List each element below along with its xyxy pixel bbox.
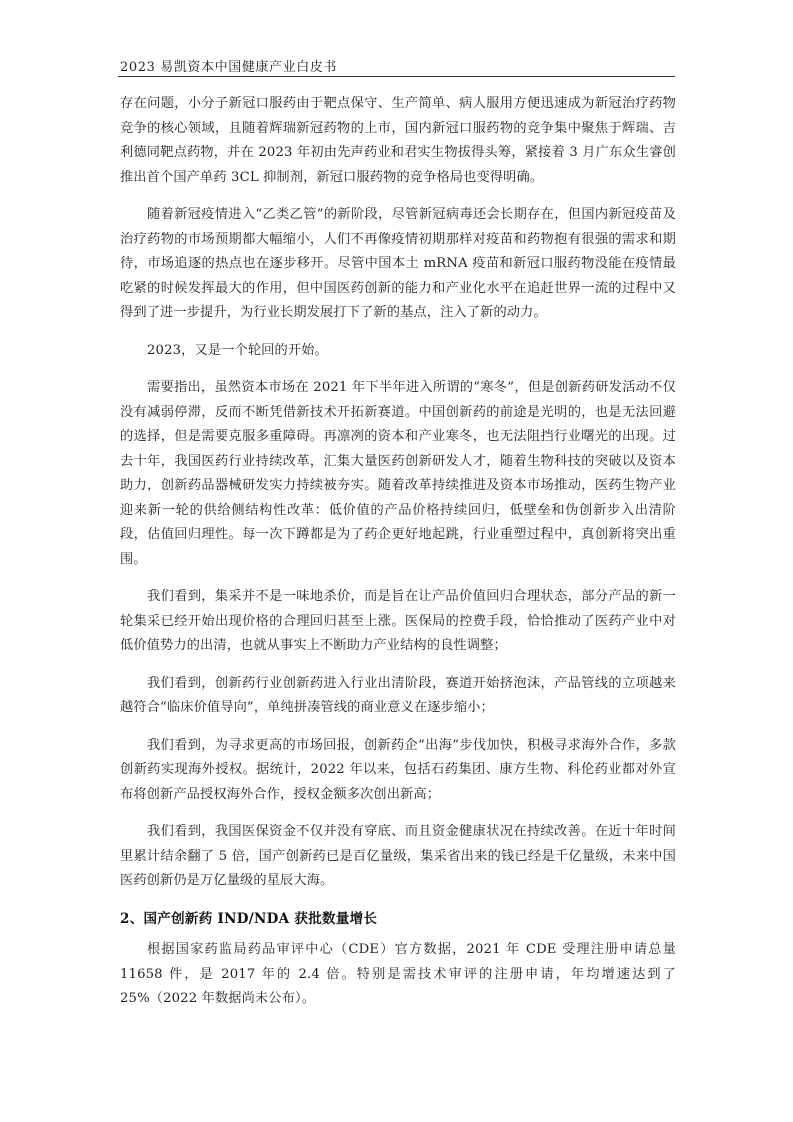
paragraph-observation-insurance: 我们看到，我国医保资金不仅并没有穿底、而且资金健康状况在持续改善。在近十年时间里累计结余翻了 5 倍，国产创新药已是百亿量级，集采省出来的钱已经是千亿量级，未来中国医药创新仍是万亿量级的星辰大海。 <box>120 824 676 888</box>
paragraph-new-cycle: 2023，又是一个轮回的开始。 <box>147 342 328 358</box>
paragraph-cde-data: 根据国家药监局药品审评中心（CDE）官方数据，2021 年 CDE 受理注册申请总量 11658 件，是 2017 年的 2.4 倍。特别是需技术审评的注册申请，年均增速达到了 25%（2022 年数据尚未公布）。 <box>120 942 676 1006</box>
paragraph-observation-procurement: 我们看到，集采并不是一味地杀价，而是旨在让产品价值回归合理状态，部分产品的新一轮集采已经开始出现价格的合理回归甚至上涨。医保局的控费手段，恰恰推动了医药产业中对低价值势力的出清，也就从事实上不断助力产业结构的良性调整； <box>120 589 676 653</box>
page-header <box>118 56 675 77</box>
paragraph-observation-overseas: 我们看到，为寻求更高的市场回报，创新药企“出海”步伐加快，积极寻求海外合作，多款创新药实现海外授权。据统计，2022 年以来，包括石药集团、康方生物、科伦药业都对外宣布将创新产品授权海外合作，授权金额多次创出新高； <box>120 737 676 802</box>
main-text <box>120 92 676 907</box>
paragraph-observation-innovation: 我们看到，创新药行业创新药进入行业出清阶段，赛道开始挤泡沫，产品管线的立项越来越符合“临床价值导向”，单纯拼凑管线的商业意义在逐步缩小； <box>120 675 676 715</box>
paragraph-capital-winter: 需要指出，虽然资本市场在 2021 年下半年进入所谓的“寒冬”，但是创新药研发活动不仅没有减弱停滞，反而不断凭借新技术开拓新赛道。中国创新药的前途是光明的，也是无法回避的选择，但是需要克服多重障碍。再凛冽的资本和产业寒冬，也无法阻挡行业曙光的出现。过去十年，我国医药行业持续改革，汇集大量医药创新研发人才，随着生物科技的突破以及资本助力，创新药品器械研发实力持续被夯实。随着改革持续推进及资本市场推动，医药生物产业迎来新一轮的供给侧结构性改革：低价值的产品价格持续回归，低壁垒和伪创新步入出清阶段，估值回归理性。每一次下蹲都是为了药企更好地起跳，行业重塑过程中，真创新将突出重围。 <box>120 380 676 567</box>
header-title: 2023 易凯资本中国健康产业白皮书 <box>120 60 338 75</box>
section-heading: 2、国产创新药 IND/NDA 获批数量增长 <box>120 911 378 927</box>
section-body <box>120 938 676 1025</box>
paragraph-covid-phase: 随着新冠疫情进入“乙类乙管”的新阶段，尽管新冠病毒还会长期存在，但国内新冠疫苗及治疗药物的市场预期都大幅缩小，人们不再像疫情初期那样对疫苗和药物抱有很强的需求和期待，市场追逐的热点也在逐步移开。尽管中国本土 mRNA 疫苗和新冠口服药物没能在疫情最吃紧的时候发挥最大的作用，但中国医药创新的能力和产业化水平在追赶世界一流的过程中又得到了进一步提升，为行业长期发展打下了新的基点，注入了新的动力。 <box>120 207 676 320</box>
paragraph-intro-continued: 存在问题，小分子新冠口服药由于靶点保守、生产简单、病人服用方便迅速成为新冠治疗药物竞争的核心领域，且随着辉瑞新冠药物的上市，国内新冠口服药物的竞争集中聚焦于辉瑞、吉利德同靶点药物，并在 2023 年初由先声药业和君实生物拔得头筹，紧接着 3 月广东众生睿创推出首个国产单药 3CL 抑制剂，新冠口服药物的竞争格局也变得明确。 <box>120 96 676 185</box>
